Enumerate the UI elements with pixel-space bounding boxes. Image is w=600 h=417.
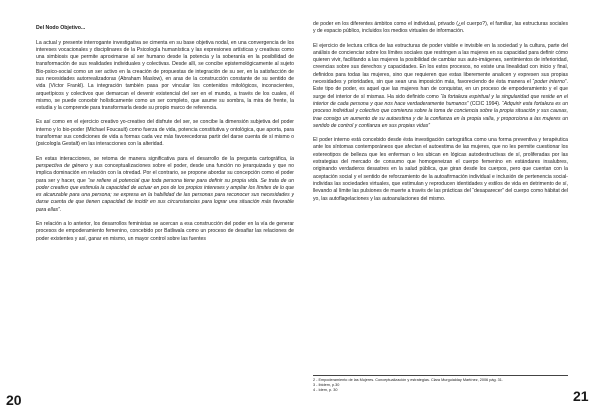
text-run: El ejercicio de lectura crítica de las estructuras de poder visible e invisible en la sociedad y la cultura, parte del análisis de concienciar sobre los límites sociales que restringen a las mujeres en su capacidad para definir cómo quieren vivir, facilitando a las mujeres la posibilidad de cambiar sus auto-imágenes, sentimientos de inferioridad, creencias sobre sus derechos y capacidades. En los estos procesos, no existe una linealidad con inicio y final, definidos para todas las mujeres, sino que requieren que estas liberemente analicen y expresen sus propias necesidades y prioridades, sin que sean una imposición más, favoreciendo de ésta manera el “ — [313, 42, 568, 86]
quotation-run: “la fortaleza espiritual y la singularidad que reside en el interior de cada persona y que nos hace verdaderamente humanos” — [313, 93, 568, 107]
footnote: 4 - Idem, p. 30 — [313, 388, 338, 392]
text-run: ”. Este tipo de poder, es aquel que las mujeres han de conquistar, en un proceso de empoderamiento y el que surge del interior de sí mismas. Ha sido definido como — [313, 79, 568, 100]
paragraph-feminist-developments: En relación a lo anterior, los desarrollos feministas se acercan a esa construcción del poder en la vía de generar procesos de empoderamiento femenino, concebido por Batliwala como un proceso de desafiar las relaciones de poder existentes y así, ganar en mismo, un mayor control sobre las fuentes — [36, 221, 294, 242]
left-page — [36, 0, 294, 417]
quotation-run: “Adquirir esta fortaleza es un proceso individual y colectivo que comienza sobre la toma de conciencia sobre la propia situación y sus causas, trae consigo un aumento de su autoestima y de la confianza en la propia valía, y proporciona a las mujeres un sentido de control y confianza en sus propias vidas” — [313, 100, 568, 129]
emphasis-run: poder interno — [534, 79, 565, 86]
paragraph-gender-perspective — [36, 156, 294, 214]
text-run: y sus conceptualizaciones sobre el poder, desde una función no jerarquizada y que no implica dominación en relación con la otredad. Por el contrario, se propone abordar su concepción como el poder para ser y hacer, que — [36, 162, 294, 184]
text-run: En estas interacciones, se retoma de manera significativa para el desarrollo de la pregunta cartográfica, — [36, 155, 291, 162]
quotation-run: “se refiere al potencial que toda persona tiene para definir su propia vida. Se trata de un poder creativo que estimula la capacidad de actuar en pos de los propios intereses y ampliar los límites de lo que es alcanzable para una persona; se expresa en la habilidad de las personas para reconocer sus necesidades y darse cuenta de que tienen capacidad de incidir en sus circunstancias para lograr una situación más favorable para ellas”. — [36, 177, 294, 213]
citation-run: (CCIC 1994). — [468, 100, 502, 107]
paragraph-inner-power: El poder interno está concebido desde ésta investigación cartográfica como una forma preventiva y terapéutica ante los síntomas contemporáneos que afectan el autoestima de las mujeres, que no les permite cuestionar los estereotipos de belleza que les enferman o les ubican en lógicas autodestructivas de sí, proliferadas por las estrategias del mercado de consumo que homogeneizan el cuerpo femenino en estándares insalubres, originando verdaderos desastres en la salud pública, que giran desde los cuerpos, pero que cuentan con la aceptación social y el sentido de reforzamiento de la autoafirmación individual e inclusión de pertenencia social-individas las sociedades virtuales, que estimulan y reproducen identidades y estilos de vida en detrimento de sí, llevando al límite las pulsiones de muerte a través de las prácticas del “desaparecer” del cuerpo como hábitat del yo, las autoflagelaciones y las autoanulaciones del mismo. — [313, 137, 568, 202]
emphasis-run: la perspectiva de género — [36, 155, 294, 169]
paragraph-power-spheres: de poder en los diferentes ámbitos como el individual, privado (¿el cuerpo?), el familiar, las estructuras sociales y de espacio público, incluidos los medios virtuales de información. — [313, 21, 568, 35]
section-heading: Del Nodo Objetivo... — [36, 25, 86, 31]
footnote: 2 - Empoderamiento de las Mujeres. Conceptualización y estrategias. Clara Murguialday Martínez, 2006 pág. 31. — [313, 378, 503, 382]
paragraph-intro: La actual y presente interrogante investigativa se cimenta en su base objetiva nodal, en una convergencia de los intereses vocacionales y disciplinares de la Psicología humanística y las expresiones artísticas y creativas como una simbiosis que permite aproximarse al ser humano desde la potencia y la soberanía en la posibilidad de transformación de sus realidades individuales y colectivas. Desde allí, se concibe epistemológicamente al sujeto Bio-psico-social como un ser activo en la creación de propuestas de integración de su ser, en la satisfacción de sus necesidades autorrealizadoras (Abraham Maslow), en aras de la construcción constante de su sentido de vida (Víctor Frankl). La integración también pasa por vincular los contenidos mitológicos, inconscientes, arquetípicos y colectivos que demarcan el devenir existencial del ser en el mundo, a través de los cuales, él mismo, se puede concebir holísticamente como un ser completo, que asume su sombra, la mira de frente, la estudia y la comprende para transformarla desde su propio marco de referencia. — [36, 39, 294, 112]
page-number-right: 21 — [573, 388, 589, 404]
page-number-left: 20 — [6, 392, 22, 408]
paragraph-bio-power: Es así como en el ejercicio creativo yo-creativo del disfrute del ser, se concibe la dimensión subjetiva del poder interno y lo bio-poder (Michael Foucault) como fuerza de vida, potencia constitutiva y ontológica, que aporta, para transformar sus condiciones de vida a formas cada vez más favorecedoras partir del darse cuenta de sí mismo o (psicología Gestalt) en las interacciones con la alteridad. — [36, 119, 294, 148]
right-page — [313, 0, 568, 417]
footnotes — [313, 375, 568, 393]
paragraph-critical-reading — [313, 43, 568, 131]
footnote: 3 - Ibidem, p.30 — [313, 383, 340, 387]
